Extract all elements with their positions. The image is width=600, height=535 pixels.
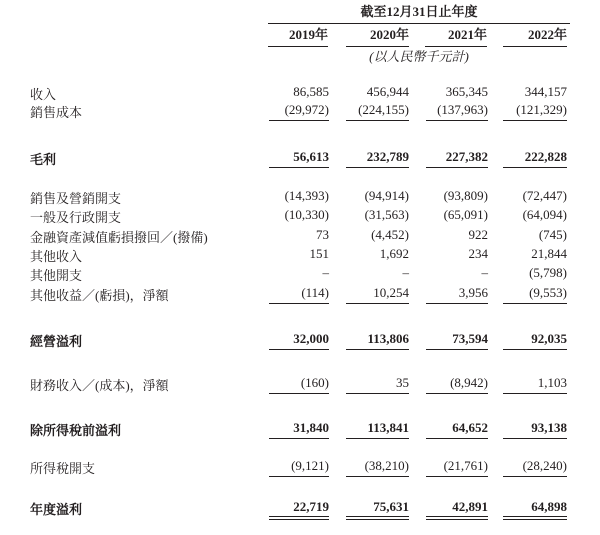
underline-rule	[269, 167, 329, 168]
underline-rule	[269, 393, 329, 394]
underline-rule	[269, 516, 329, 517]
underline-rule	[346, 438, 409, 439]
double-underline-rule	[426, 519, 488, 520]
value-cell: (137,963)	[437, 102, 488, 117]
underline-rule	[503, 303, 567, 304]
value-cell: 35	[396, 375, 409, 390]
value-cell: 3,956	[458, 285, 488, 300]
value-cell: 113,841	[367, 420, 409, 435]
value-cell: (160)	[300, 375, 329, 390]
row-label: 財務收入／(成本)，淨額	[30, 378, 169, 393]
underline-rule	[503, 167, 567, 168]
value-cell: (65,091)	[443, 207, 488, 222]
value-cell: (9,553)	[529, 285, 567, 300]
underline-rule	[269, 303, 329, 304]
value-cell: (114)	[301, 285, 329, 300]
value-cell: 151	[309, 246, 329, 261]
value-cell: (5,798)	[529, 265, 567, 280]
row-label: 其他收入	[30, 249, 83, 264]
underline-rule	[346, 349, 409, 350]
value-cell: 21,844	[531, 246, 567, 261]
value-cell: 344,157	[524, 84, 567, 99]
row-label: 收入	[30, 87, 57, 102]
row-label: 金融資產減值虧損撥回／(撥備)	[30, 230, 208, 245]
row-label: 一般及行政開支	[30, 210, 122, 225]
value-cell: 1,692	[379, 246, 409, 261]
value-cell: (64,094)	[522, 207, 567, 222]
row-label: 毛利	[30, 152, 57, 167]
underline-rule	[346, 167, 409, 168]
underline-rule	[503, 120, 567, 121]
value-cell: 222,828	[524, 149, 567, 164]
value-cell: 32,000	[293, 331, 329, 346]
value-cell: (28,240)	[522, 458, 567, 473]
unit-note: (以人民幣千元計)	[369, 49, 469, 64]
underline-rule	[426, 438, 488, 439]
value-cell: (31,563)	[364, 207, 409, 222]
underline-rule	[426, 349, 488, 350]
year-header-2021: 2021年	[425, 24, 487, 47]
underline-rule	[426, 120, 488, 121]
value-cell: 234	[468, 246, 488, 261]
value-cell: 64,652	[452, 420, 488, 435]
underline-rule	[269, 349, 329, 350]
year-header-2020: 2020年	[346, 24, 409, 47]
value-cell: (94,914)	[364, 188, 409, 203]
underline-rule	[503, 476, 567, 477]
underline-rule	[269, 476, 329, 477]
value-cell: –	[481, 265, 488, 280]
underline-rule	[269, 120, 329, 121]
value-cell: 42,891	[452, 499, 488, 514]
value-cell: (9,121)	[291, 458, 329, 473]
value-cell: 31,840	[293, 420, 329, 435]
underline-rule	[503, 516, 567, 517]
value-cell: 22,719	[293, 499, 329, 514]
underline-rule	[346, 303, 409, 304]
value-cell: (14,393)	[284, 188, 329, 203]
underline-rule	[503, 438, 567, 439]
value-cell: (224,155)	[358, 102, 409, 117]
value-cell: 922	[468, 227, 488, 242]
value-cell: (10,330)	[284, 207, 329, 222]
value-cell: (93,809)	[443, 188, 488, 203]
underline-rule	[269, 438, 329, 439]
value-cell: 1,103	[537, 375, 567, 390]
value-cell: 86,585	[293, 84, 329, 99]
underline-rule	[503, 393, 567, 394]
value-cell: 56,613	[293, 149, 329, 164]
double-underline-rule	[269, 519, 329, 520]
value-cell: 365,345	[445, 84, 488, 99]
underline-rule	[426, 516, 488, 517]
row-label: 銷售及營銷開支	[30, 191, 122, 206]
underline-rule	[426, 393, 488, 394]
value-cell: 73,594	[452, 331, 488, 346]
row-label: 所得稅開支	[30, 461, 96, 476]
value-cell: –	[402, 265, 409, 280]
row-label: 年度溢利	[30, 502, 83, 517]
underline-rule	[503, 349, 567, 350]
value-cell: 64,898	[531, 499, 567, 514]
underline-rule	[426, 167, 488, 168]
value-cell: (4,452)	[371, 227, 409, 242]
underline-rule	[426, 303, 488, 304]
value-cell: 232,789	[366, 149, 409, 164]
double-underline-rule	[503, 519, 567, 520]
underline-rule	[346, 393, 409, 394]
value-cell: 227,382	[445, 149, 488, 164]
underline-rule	[346, 476, 409, 477]
period-header: 截至12月31日止年度	[268, 1, 570, 24]
year-header-2022: 2022年	[503, 24, 567, 47]
value-cell: 10,254	[373, 285, 409, 300]
value-cell: (38,210)	[364, 458, 409, 473]
value-cell: 93,138	[531, 420, 567, 435]
underline-rule	[426, 476, 488, 477]
value-cell: (21,761)	[443, 458, 488, 473]
value-cell: (745)	[538, 227, 567, 242]
value-cell: 92,035	[531, 331, 567, 346]
value-cell: (8,942)	[450, 375, 488, 390]
value-cell: 75,631	[373, 499, 409, 514]
value-cell: (121,329)	[516, 102, 567, 117]
value-cell: –	[322, 265, 329, 280]
underline-rule	[346, 516, 409, 517]
row-label: 其他開支	[30, 268, 83, 283]
value-cell: 113,806	[367, 331, 409, 346]
value-cell: 456,944	[366, 84, 409, 99]
row-label: 經營溢利	[30, 334, 83, 349]
value-cell: (29,972)	[284, 102, 329, 117]
value-cell: (72,447)	[522, 188, 567, 203]
double-underline-rule	[346, 519, 409, 520]
underline-rule	[346, 120, 409, 121]
row-label: 除所得稅前溢利	[30, 423, 122, 438]
row-label: 其他收益／(虧損)，淨額	[30, 288, 169, 303]
row-label: 銷售成本	[30, 105, 83, 120]
value-cell: 73	[316, 227, 329, 242]
year-header-2019: 2019年	[268, 24, 328, 47]
